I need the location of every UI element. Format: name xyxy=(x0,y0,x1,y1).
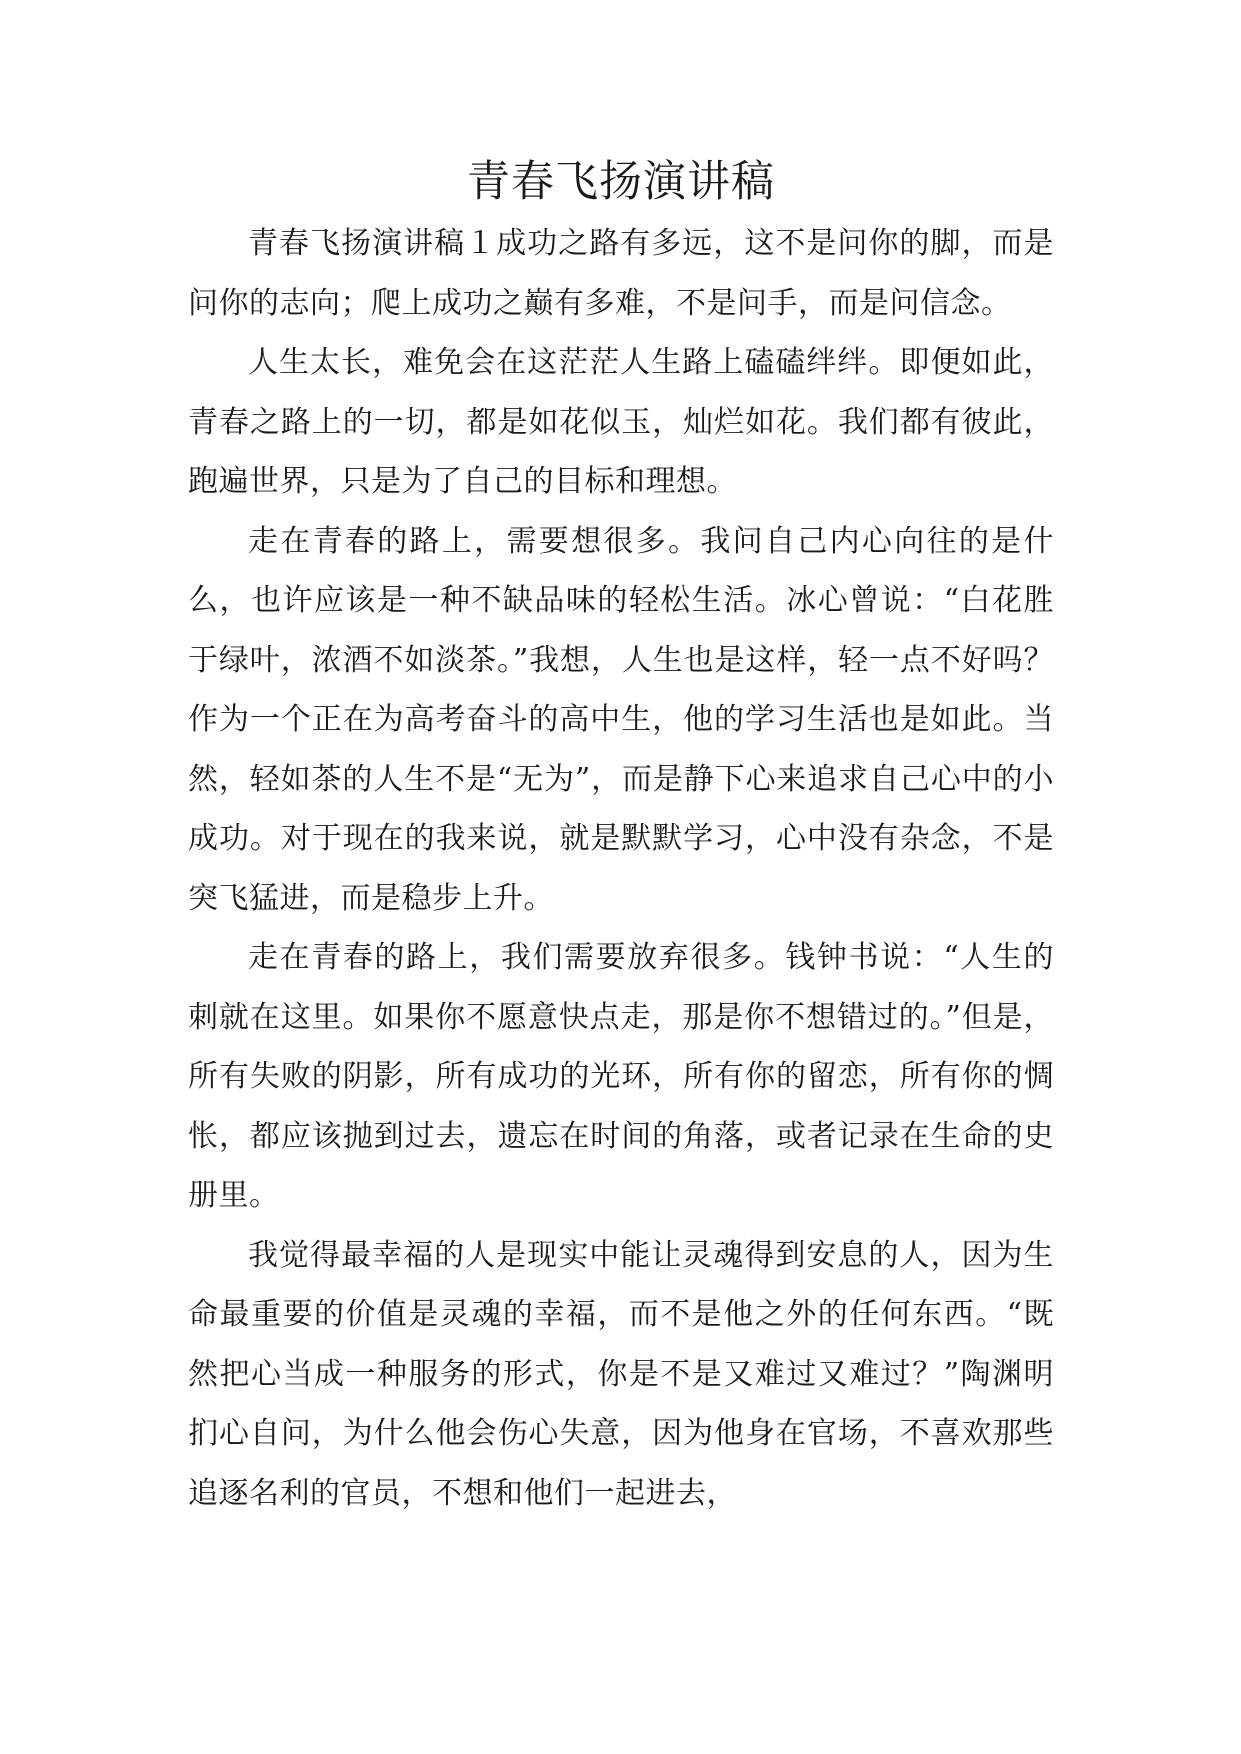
paragraph: 人生太长，难免会在这茫茫人生路上磕磕绊绊。即便如此，青春之路上的一切，都是如花似玉，灿烂如花。我们都有彼此，跑遍世界，只是为了自己的目标和理想。 xyxy=(188,345,1054,499)
document-body xyxy=(188,214,1054,1523)
paragraph: 青春飞扬演讲稿１成功之路有多远，这不是问你的脚，而是问你的志向；爬上成功之巅有多难，不是问手，而是问信念。 xyxy=(188,226,1054,321)
document-title: 青春飞扬演讲稿 xyxy=(467,157,775,207)
paragraph: 走在青春的路上，我们需要放弃很多。钱钟书说：“人生的刺就在这里。如果你不愿意快点走，那是你不想错过的。”但是，所有失败的阴影，所有成功的光环，所有你的留恋，所有你的惆怅，都应该抛到过去，遗忘在时间的角落，或者记录在生命的史册里。 xyxy=(188,940,1054,1213)
paragraph: 我觉得最幸福的人是现实中能让灵魂得到安息的人，因为生命最重要的价值是灵魂的幸福，而不是他之外的任何东西。“既然把心当成一种服务的形式，你是不是又难过又难过？”陶渊明扪心自问，为什么他会伤心失意，因为他身在官场，不喜欢那些追逐名利的官员，不想和他们一起进去， xyxy=(188,1237,1054,1511)
document-page xyxy=(188,0,1054,1523)
paragraph: 走在青春的路上，需要想很多。我问自己内心向往的是什么，也许应该是一种不缺品味的轻松生活。冰心曾说：“白花胜于绿叶，浓酒不如淡茶。”我想，人生也是这样，轻一点不好吗？作为一个正在为高考奋斗的高中生，他的学习生活也是如此。当然，轻如茶的人生不是“无为”，而是静下心来追求自己心中的小成功。对于现在的我来说，就是默默学习，心中没有杂念，不是突飞猛进，而是稳步上升。 xyxy=(188,523,1054,916)
